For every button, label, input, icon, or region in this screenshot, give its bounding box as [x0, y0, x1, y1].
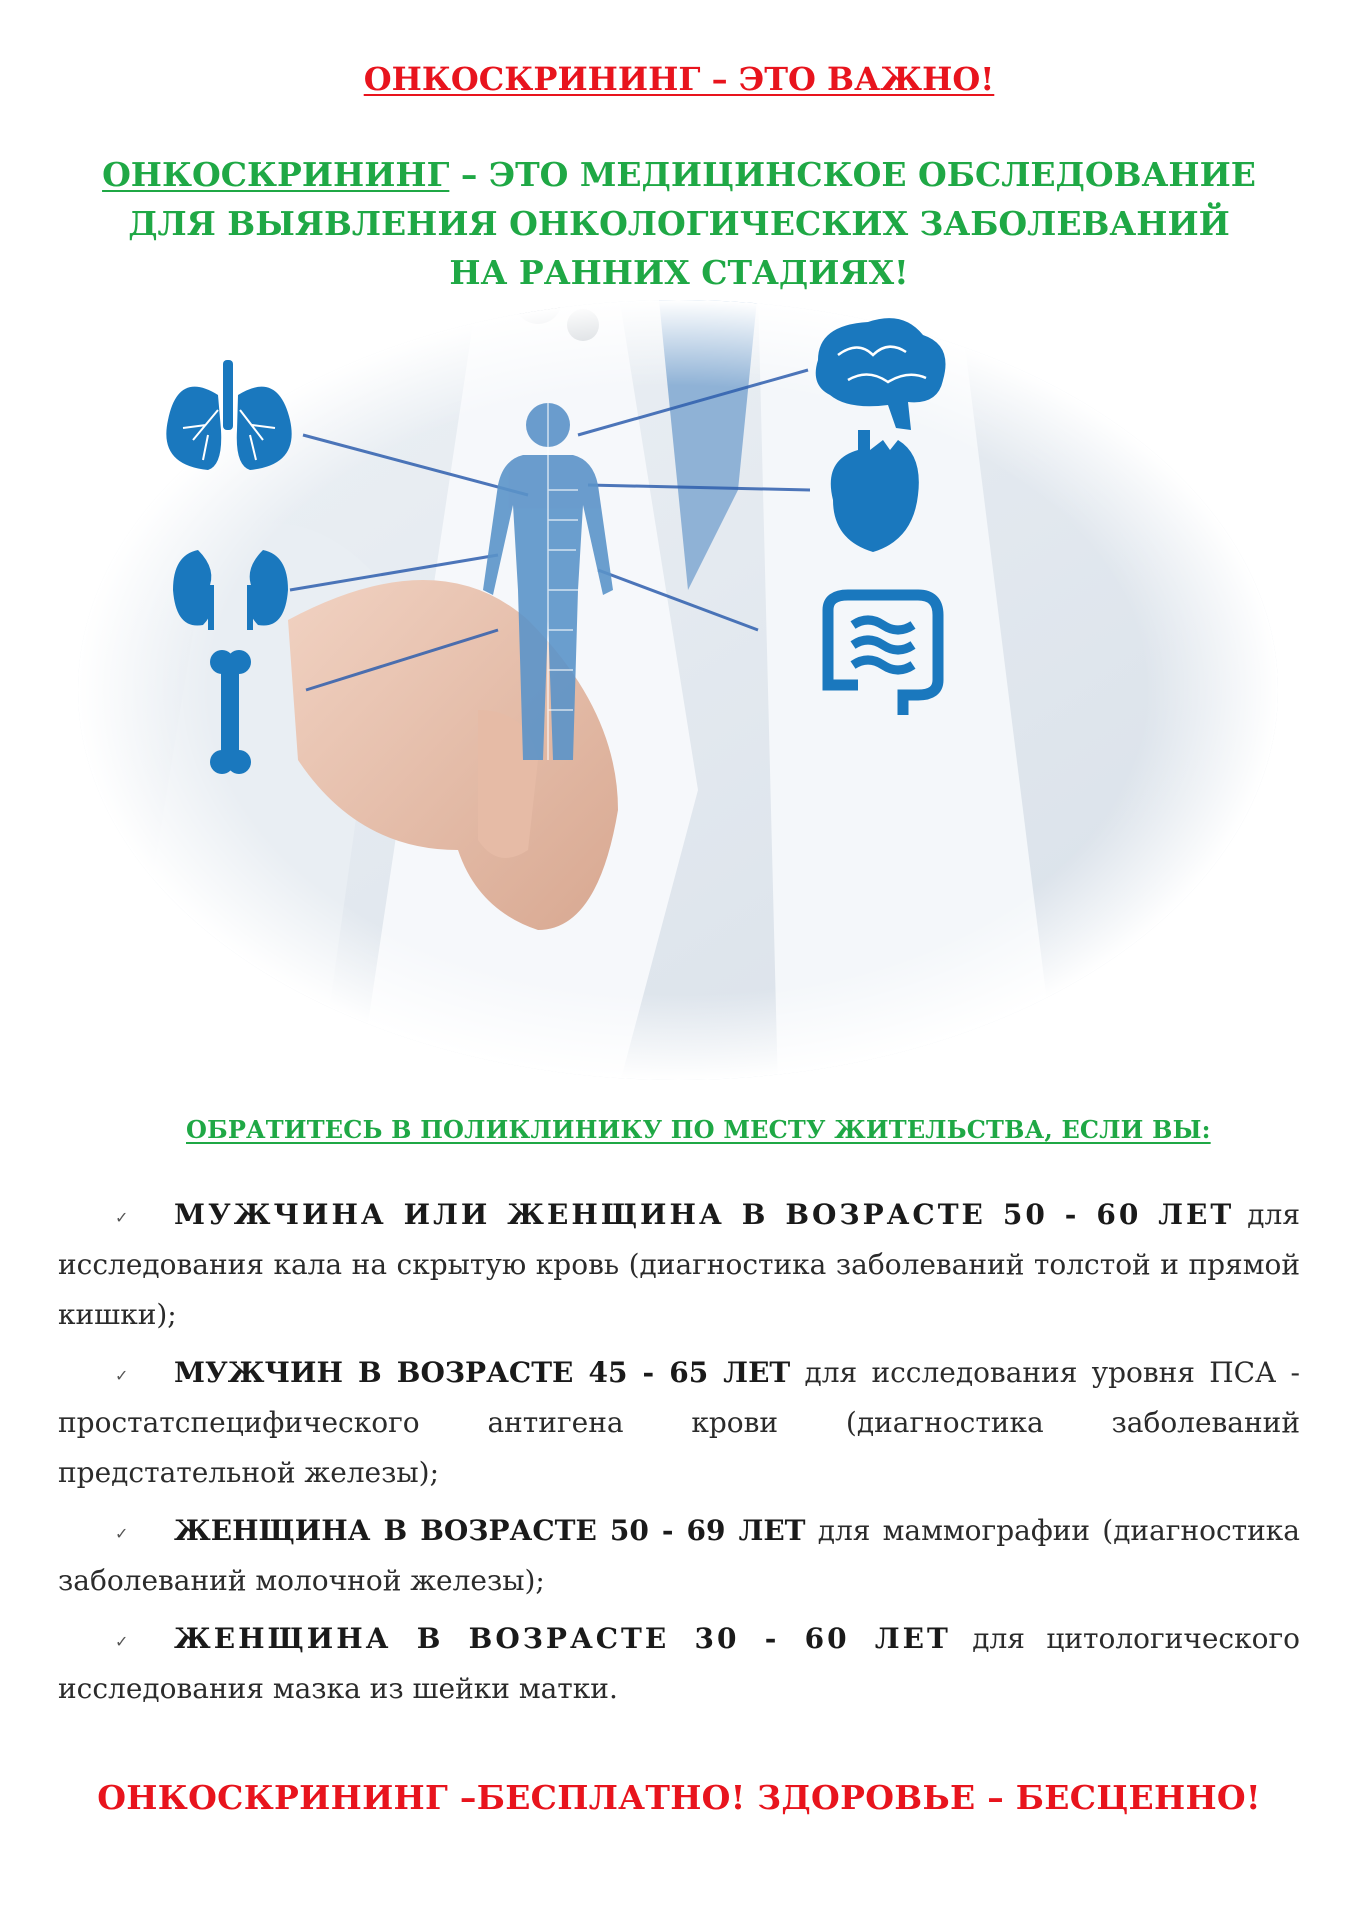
definition-line-1-rest: – ЭТО МЕДИЦИНСКОЕ ОБСЛЕДОВАНИЕ — [449, 155, 1256, 194]
list-item-bold: МУЖЧИНА ИЛИ ЖЕНЩИНА В ВОЗРАСТЕ 50 - 60 ЛЕТ — [174, 1198, 1235, 1231]
definition-term: ОНКОСКРИНИНГ — [102, 155, 450, 194]
cta-heading: ОБРАТИТЕСЬ В ПОЛИКЛИНИКУ ПО МЕСТУ ЖИТЕЛЬСТВА, ЕСЛИ ВЫ: — [186, 1115, 1211, 1144]
page-title — [0, 60, 1358, 98]
list-item — [58, 1348, 1300, 1498]
list-item — [58, 1614, 1300, 1714]
page-title-text: ОНКОСКРИНИНГ – ЭТО ВАЖНО! — [363, 60, 995, 98]
list-item-bold: ЖЕНЩИНА В ВОЗРАСТЕ 50 - 69 ЛЕТ — [174, 1514, 806, 1547]
definition-block — [0, 150, 1358, 297]
list-item-text: для цитологического исследования мазка из шейки матки. — [58, 1622, 1300, 1705]
list-item — [58, 1506, 1300, 1606]
check-icon: ✓ — [115, 1366, 129, 1385]
list-item-text: для исследования уровня ПСА - простатспецифического антигена крови (диагностика заболеваний предстательной железы); — [58, 1356, 1300, 1489]
list-item-bold: МУЖЧИН В ВОЗРАСТЕ 45 - 65 ЛЕТ — [174, 1356, 791, 1389]
eligibility-list — [58, 1190, 1300, 1722]
list-item-text: для исследования кала на скрытую кровь (диагностика заболеваний толстой и прямой кишки); — [58, 1198, 1300, 1331]
check-icon: ✓ — [115, 1524, 129, 1543]
check-icon: ✓ — [115, 1632, 129, 1651]
definition-line-3: НА РАННИХ СТАДИЯХ! — [449, 253, 909, 292]
definition-line-2: ДЛЯ ВЫЯВЛЕНИЯ ОНКОЛОГИЧЕСКИХ ЗАБОЛЕВАНИЙ — [128, 204, 1230, 243]
hero-image — [58, 290, 1298, 1090]
check-icon: ✓ — [115, 1208, 129, 1227]
list-item-text: для маммографии (диагностика заболеваний молочной железы); — [58, 1514, 1301, 1597]
definition-line-1 — [0, 150, 1358, 199]
list-item — [58, 1190, 1300, 1340]
footer-slogan: ОНКОСКРИНИНГ –БЕСПЛАТНО! ЗДОРОВЬЕ – БЕСЦЕННО! — [97, 1778, 1261, 1817]
list-item-bold: ЖЕНЩИНА В ВОЗРАСТЕ 30 - 60 ЛЕТ — [174, 1622, 951, 1655]
